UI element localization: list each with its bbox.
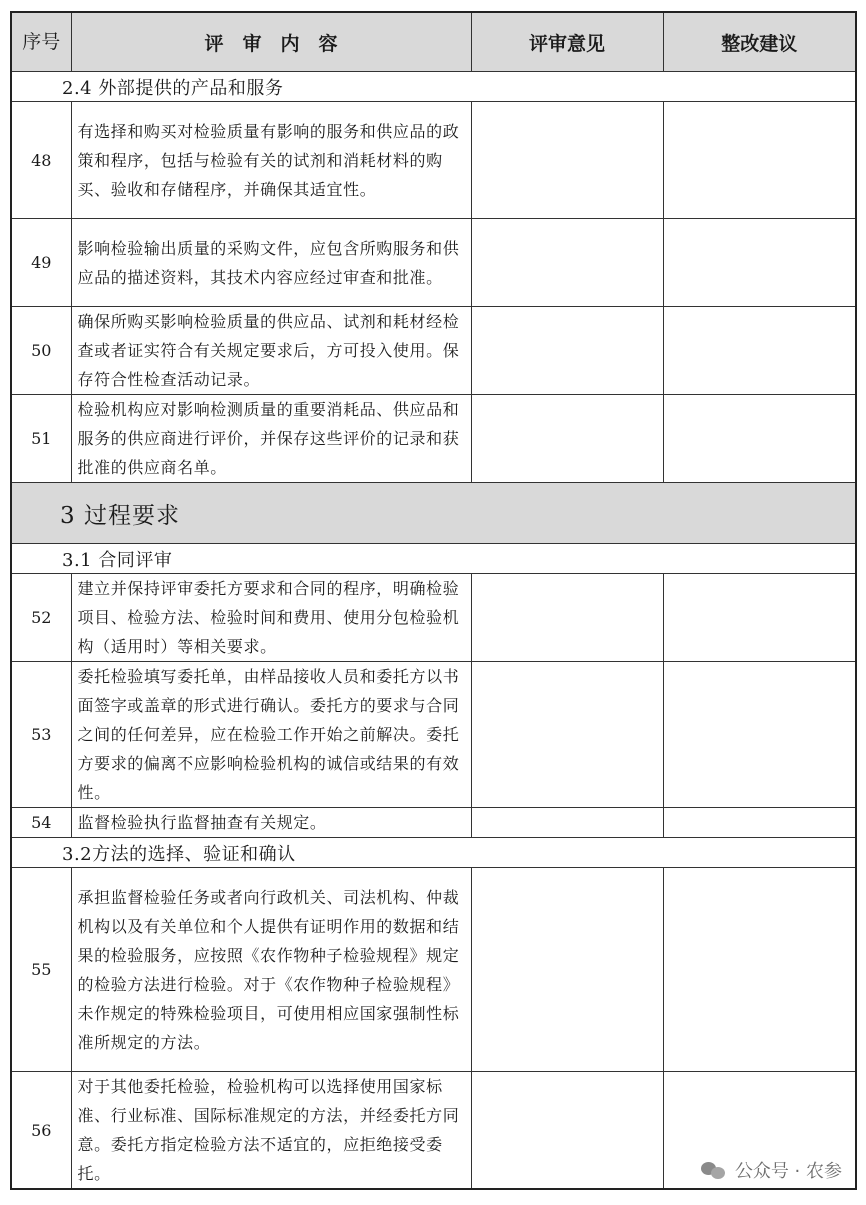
section-row bbox=[11, 544, 856, 574]
opinion-cell[interactable] bbox=[471, 662, 663, 808]
opinion-cell[interactable] bbox=[471, 102, 663, 219]
header-no: 序号 bbox=[11, 12, 71, 72]
row-number: 54 bbox=[11, 808, 71, 838]
header-suggestion: 整改建议 bbox=[663, 12, 856, 72]
row-number: 52 bbox=[11, 574, 71, 662]
row-content: 对于其他委托检验，检验机构可以选择使用国家标准、行业标准、国际标准规定的方法，并经委托方同意。委托方指定检验方法不适宜的，应拒绝接受委托。 bbox=[71, 1072, 471, 1190]
suggestion-cell[interactable] bbox=[663, 395, 856, 483]
table-row bbox=[11, 574, 856, 662]
suggestion-cell[interactable] bbox=[663, 219, 856, 307]
opinion-cell[interactable] bbox=[471, 1072, 663, 1190]
header-content: 评 审 内 容 bbox=[71, 12, 471, 72]
table-row bbox=[11, 102, 856, 219]
row-content: 委托检验填写委托单，由样品接收人员和委托方以书面签字或盖章的形式进行确认。委托方的要求与合同之间的任何差异，应在检验工作开始之前解决。委托方要求的偏离不应影响检验机构的诚信或结果的有效性。 bbox=[71, 662, 471, 808]
table-row bbox=[11, 219, 856, 307]
table-row bbox=[11, 808, 856, 838]
row-number: 56 bbox=[11, 1072, 71, 1190]
opinion-cell[interactable] bbox=[471, 307, 663, 395]
row-number: 48 bbox=[11, 102, 71, 219]
table-row bbox=[11, 662, 856, 808]
opinion-cell[interactable] bbox=[471, 395, 663, 483]
section-row bbox=[11, 838, 856, 868]
suggestion-cell[interactable] bbox=[663, 102, 856, 219]
wechat-icon bbox=[701, 1160, 727, 1180]
review-table bbox=[10, 11, 857, 1190]
row-content: 有选择和购买对检验质量有影响的服务和供应品的政策和程序，包括与检验有关的试剂和消耗材料的购买、验收和存储程序，并确保其适宜性。 bbox=[71, 102, 471, 219]
table-row bbox=[11, 395, 856, 483]
section-row bbox=[11, 72, 856, 102]
major-section-title: 3 过程要求 bbox=[11, 483, 856, 544]
watermark-text: 公众号 · 农参 bbox=[734, 1161, 842, 1182]
row-number: 55 bbox=[11, 868, 71, 1072]
table-header-row bbox=[11, 12, 856, 72]
row-content: 承担监督检验任务或者向行政机关、司法机构、仲裁机构以及有关单位和个人提供有证明作用的数据和结果的检验服务，应按照《农作物种子检验规程》规定的检验方法进行检验。对于《农作物种子检验规程》未作规定的特殊检验项目，可使用相应国家强制性标准所规定的方法。 bbox=[71, 868, 471, 1072]
suggestion-cell[interactable] bbox=[663, 808, 856, 838]
table-row bbox=[11, 868, 856, 1072]
row-number: 49 bbox=[11, 219, 71, 307]
header-opinion: 评审意见 bbox=[471, 12, 663, 72]
table-row bbox=[11, 307, 856, 395]
section-title: 2.4 外部提供的产品和服务 bbox=[11, 72, 856, 102]
suggestion-cell[interactable] bbox=[663, 574, 856, 662]
opinion-cell[interactable] bbox=[471, 574, 663, 662]
section-title: 3.2方法的选择、验证和确认 bbox=[11, 838, 856, 868]
suggestion-cell[interactable] bbox=[663, 662, 856, 808]
suggestion-cell[interactable] bbox=[663, 868, 856, 1072]
row-content: 建立并保持评审委托方要求和合同的程序，明确检验项目、检验方法、检验时间和费用、使用分包检验机构（适用时）等相关要求。 bbox=[71, 574, 471, 662]
opinion-cell[interactable] bbox=[471, 219, 663, 307]
row-content: 确保所购买影响检验质量的供应品、试剂和耗材经检查或者证实符合有关规定要求后，方可投入使用。保存符合性检查活动记录。 bbox=[71, 307, 471, 395]
opinion-cell[interactable] bbox=[471, 868, 663, 1072]
review-table-wrapper bbox=[10, 11, 855, 1190]
watermark bbox=[701, 1157, 842, 1183]
row-number: 53 bbox=[11, 662, 71, 808]
suggestion-cell[interactable] bbox=[663, 307, 856, 395]
major-section-row bbox=[11, 483, 856, 544]
row-content: 影响检验输出质量的采购文件，应包含所购服务和供应品的描述资料，其技术内容应经过审查和批准。 bbox=[71, 219, 471, 307]
section-title: 3.1 合同评审 bbox=[11, 544, 856, 574]
row-content: 检验机构应对影响检测质量的重要消耗品、供应品和服务的供应商进行评价，并保存这些评价的记录和获批准的供应商名单。 bbox=[71, 395, 471, 483]
row-number: 51 bbox=[11, 395, 71, 483]
row-number: 50 bbox=[11, 307, 71, 395]
opinion-cell[interactable] bbox=[471, 808, 663, 838]
row-content: 监督检验执行监督抽查有关规定。 bbox=[71, 808, 471, 838]
